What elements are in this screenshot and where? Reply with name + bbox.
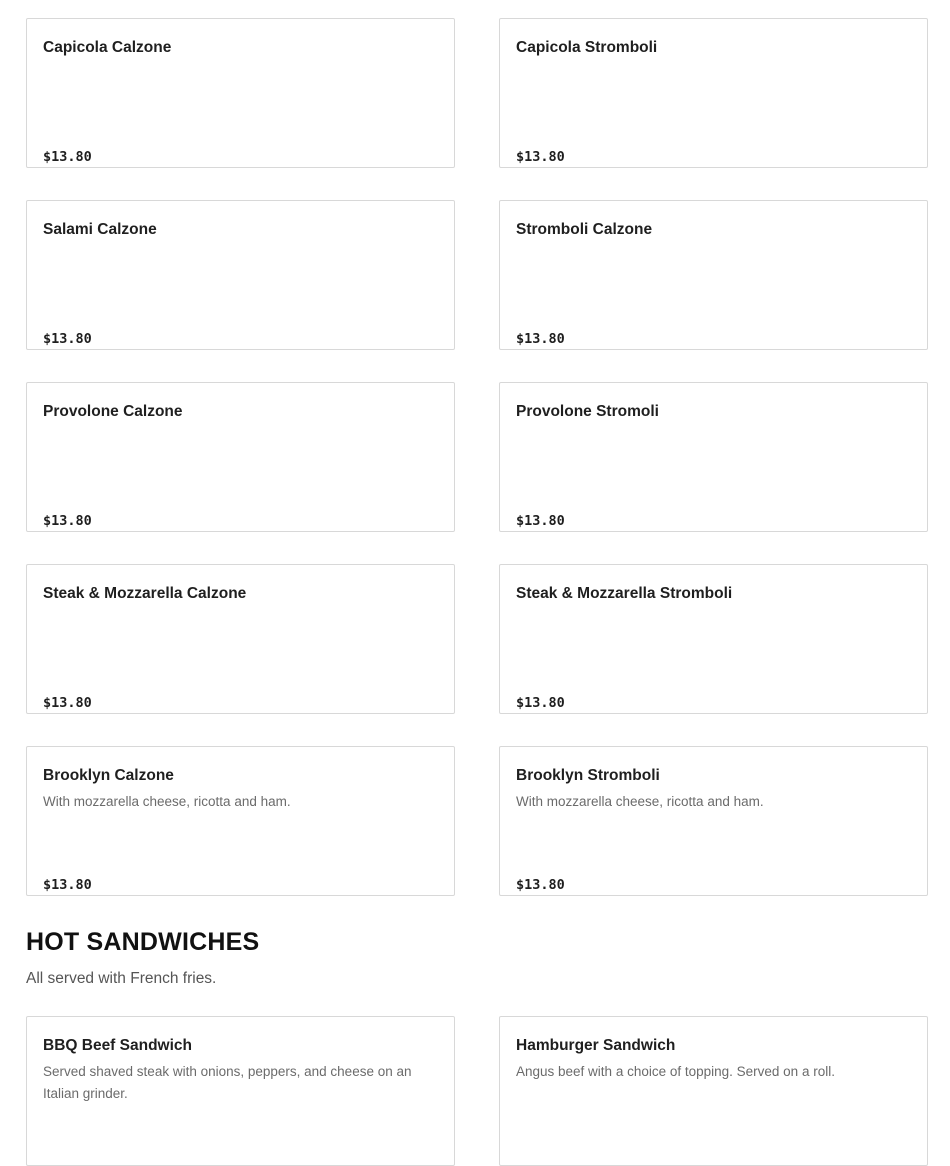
menu-item-price: $13.80 [516,331,565,347]
menu-item-name: Brooklyn Calzone [43,767,174,784]
menu-item-price: $13.80 [516,695,565,711]
menu-item-name: BBQ Beef Sandwich [43,1037,192,1054]
menu-item-name: Capicola Calzone [43,39,172,56]
menu-item-card[interactable] [26,1016,455,1166]
menu-item-card[interactable] [26,564,455,714]
menu-item-card[interactable] [26,18,455,168]
menu-item-name: Brooklyn Stromboli [516,767,660,784]
menu-item-name: Salami Calzone [43,221,157,238]
section-title: HOT SANDWICHES [26,928,260,956]
menu-item-name: Capicola Stromboli [516,39,658,56]
menu-item-card[interactable] [499,746,928,896]
menu-item-card[interactable] [26,746,455,896]
menu-item-price: $13.80 [516,149,565,165]
menu-item-description: Angus beef with a choice of topping. Served on a roll. [516,1064,835,1079]
menu-item-name: Provolone Calzone [43,403,183,420]
menu-item-price: $13.80 [43,331,92,347]
menu-item-name: Steak & Mozzarella Stromboli [516,585,733,602]
menu-item-price: $13.80 [43,695,92,711]
menu-item-name: Steak & Mozzarella Calzone [43,585,247,602]
menu-item-price: $13.80 [43,149,92,165]
menu-item-description: With mozzarella cheese, ricotta and ham. [43,794,291,809]
menu-item-name: Hamburger Sandwich [516,1037,676,1054]
menu-item-price: $13.80 [516,877,565,893]
hot-sandwiches-grid [26,1016,928,1166]
menu-item-card[interactable] [499,200,928,350]
menu-item-card[interactable] [499,18,928,168]
menu-item-description: Served shaved steak with onions, peppers, and cheese on an Italian grinder. [43,1064,412,1101]
section-subtitle: All served with French fries. [26,970,217,987]
menu-item-price: $13.80 [516,513,565,529]
menu-item-card[interactable] [499,382,928,532]
menu-item-card[interactable] [26,200,455,350]
menu-item-card[interactable] [499,1016,928,1166]
menu-item-card[interactable] [499,564,928,714]
menu-item-description: With mozzarella cheese, ricotta and ham. [516,794,764,809]
menu-item-name: Stromboli Calzone [516,221,653,238]
menu-item-price: $13.80 [43,513,92,529]
menu-item-price: $13.80 [43,877,92,893]
menu-item-name: Provolone Stromoli [516,403,659,420]
calzone-stromboli-grid [26,18,928,896]
menu-item-card[interactable] [26,382,455,532]
